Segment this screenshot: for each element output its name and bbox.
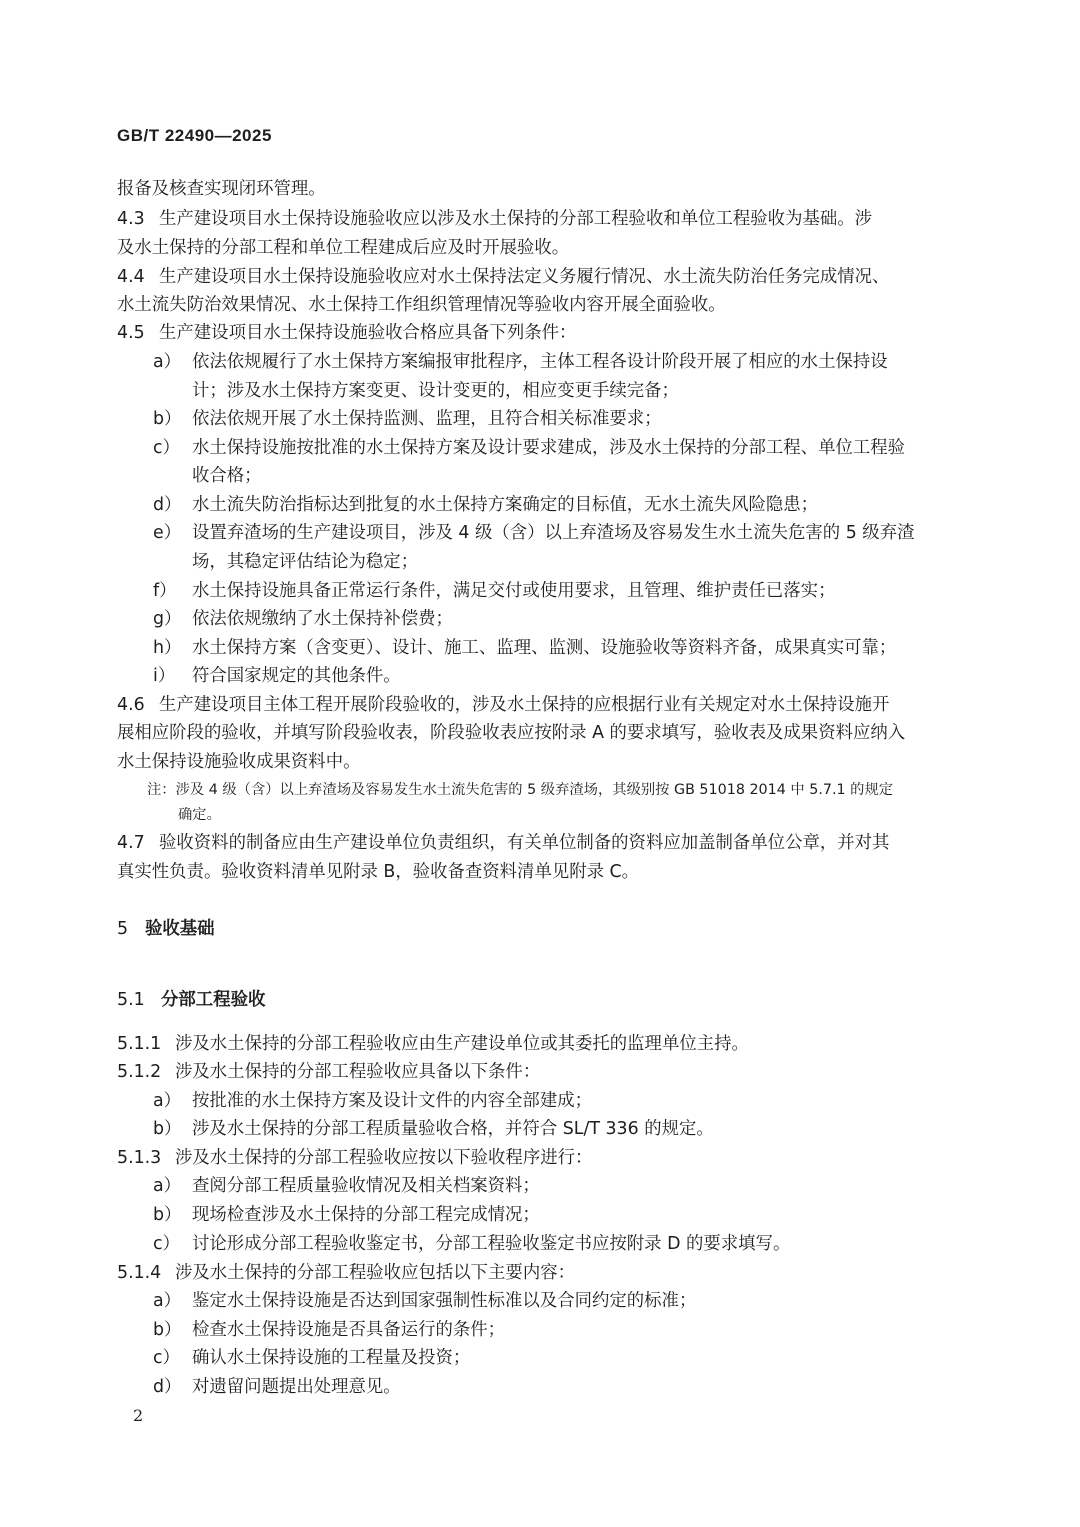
clause-number: 5.1.1: [117, 1034, 162, 1054]
list-text: 检查水土保持设施是否具备运行的条件；: [192, 1320, 506, 1340]
clause-number: 4.7: [117, 833, 145, 853]
list-item: [147, 1319, 987, 1341]
paragraph-line: 及水土保持的分部工程和单位工程建成后应及时开展验收。: [117, 238, 570, 258]
note-line: 注：涉及 4 级（含）以上弃渣场及容易发生水土流失危害的 5 级弃渣场，其级别按 GB 51018 2014 中 5.7.1 的规定: [147, 782, 894, 798]
clause-text: 生产建设项目水土保持设施验收合格应具备下列条件：: [159, 323, 577, 343]
list-label: a）: [153, 1091, 182, 1111]
list-text: 设置弃渣场的生产建设项目，涉及 4 级（含）以上弃渣场及容易发生水土流失危害的 5 级弃渣: [192, 523, 915, 543]
list-item: [147, 351, 987, 373]
clause-4-7: [117, 832, 957, 854]
clause-4-4: [117, 266, 957, 288]
clause-text: 生产建设项目主体工程开展阶段验收的，涉及水土保持的应根据行业有关规定对水土保持设施开: [159, 695, 890, 715]
list-text: 查阅分部工程质量验收情况及相关档案资料；: [192, 1176, 540, 1196]
list-label: a）: [153, 352, 182, 372]
list-label: f）: [153, 581, 177, 601]
paragraph-line: 水土流失防治效果情况、水土保持工作组织管理情况等验收内容开展全面验收。: [117, 295, 726, 315]
list-label: c）: [153, 438, 180, 458]
clause-text: 验收资料的制备应由生产建设单位负责组织，有关单位制备的资料应加盖制备单位公章，并对其: [159, 833, 890, 853]
list-item-continuation: 场，其稳定评估结论为稳定；: [192, 552, 419, 572]
section-title: 验收基础: [145, 919, 215, 939]
list-item-continuation: 收合格；: [192, 466, 262, 486]
list-label: b）: [153, 409, 182, 429]
list-text: 涉及水土保持的分部工程质量验收合格，并符合 SL/T 336 的规定。: [192, 1119, 714, 1139]
paragraph-line: 水土保持设施验收成果资料中。: [117, 752, 361, 772]
list-item: [147, 1118, 987, 1140]
list-text: 依法依规缴纳了水土保持补偿费；: [192, 609, 453, 629]
paragraph-line: 展相应阶段的验收，并填写阶段验收表，阶段验收表应按附录 A 的要求填写，验收表及成果资料应纳入: [117, 723, 906, 743]
list-text: 依法依规履行了水土保持方案编报审批程序，主体工程各设计阶段开展了相应的水土保持设: [192, 352, 888, 372]
clause-text: 涉及水土保持的分部工程验收应按以下验收程序进行：: [175, 1148, 593, 1168]
list-text: 现场检查涉及水土保持的分部工程完成情况；: [192, 1205, 540, 1225]
list-item: [147, 665, 987, 687]
list-label: c）: [153, 1348, 180, 1368]
list-item: [147, 408, 987, 430]
list-text: 依法依规开展了水土保持监测、监理，且符合相关标准要求；: [192, 409, 662, 429]
clause-5-1-3: [117, 1147, 957, 1169]
list-item: [147, 1233, 987, 1255]
list-label: b）: [153, 1119, 182, 1139]
list-item: [147, 1090, 987, 1112]
list-label: g）: [153, 609, 182, 629]
list-label: b）: [153, 1205, 182, 1225]
list-text: 对遗留问题提出处理意见。: [192, 1377, 401, 1397]
section-number: 5: [117, 919, 129, 939]
clause-number: 5.1.4: [117, 1263, 162, 1283]
clause-5-1-1: [117, 1033, 957, 1055]
clause-text: 生产建设项目水土保持设施验收应对水土保持法定义务履行情况、水土流失防治任务完成情况、: [159, 267, 890, 287]
list-text: 鉴定水土保持设施是否达到国家强制性标准以及合同约定的标准；: [192, 1291, 697, 1311]
list-label: a）: [153, 1291, 182, 1311]
list-item: [147, 1376, 987, 1398]
list-item: [147, 580, 987, 602]
standard-code: GB/T 22490—2025: [117, 126, 272, 145]
clause-4-5: [117, 322, 957, 344]
list-item: [147, 494, 987, 516]
clause-number: 4.5: [117, 323, 145, 343]
list-label: d）: [153, 495, 182, 515]
list-text: 水土保持设施按批准的水土保持方案及设计要求建成，涉及水土保持的分部工程、单位工程验: [192, 438, 906, 458]
list-text: 按批准的水土保持方案及设计文件的内容全部建成；: [192, 1091, 592, 1111]
clause-5-1-2: [117, 1061, 957, 1083]
list-label: d）: [153, 1377, 182, 1397]
section-title: 分部工程验收: [161, 990, 266, 1010]
clause-text: 生产建设项目水土保持设施验收应以涉及水土保持的分部工程验收和单位工程验收为基础。涉: [159, 209, 873, 229]
list-item: [147, 608, 987, 630]
list-label: h）: [153, 638, 182, 658]
section-5-1-heading: [117, 989, 265, 1011]
section-5-heading: [117, 918, 215, 940]
clause-4-3: [117, 208, 957, 230]
list-item: [147, 1290, 987, 1312]
list-item: [147, 522, 987, 544]
list-label: c）: [153, 1234, 180, 1254]
list-text: 水土流失防治指标达到批复的水土保持方案确定的目标值，无水土流失风险隐患；: [192, 495, 819, 515]
clause-text: 涉及水土保持的分部工程验收应包括以下主要内容：: [175, 1263, 575, 1283]
clause-number: 5.1.3: [117, 1148, 162, 1168]
clause-number: 4.4: [117, 267, 145, 287]
list-label: e）: [153, 523, 182, 543]
list-item: [147, 1175, 987, 1197]
list-text: 水土保持设施具备正常运行条件，满足交付或使用要求，且管理、维护责任已落实；: [192, 581, 836, 601]
clause-number: 5.1.2: [117, 1062, 162, 1082]
paragraph-line: 报备及核查实现闭环管理。: [117, 179, 326, 199]
list-item-continuation: 计；涉及水土保持方案变更、设计变更的，相应变更手续完备；: [192, 381, 679, 401]
list-item: [147, 1347, 987, 1369]
list-label: i）: [153, 666, 176, 686]
list-text: 符合国家规定的其他条件。: [192, 666, 401, 686]
clause-text: 涉及水土保持的分部工程验收应具备以下条件：: [175, 1062, 541, 1082]
paragraph-line: 真实性负责。验收资料清单见附录 B，验收备查资料清单见附录 C。: [117, 862, 640, 882]
note-line: 确定。: [178, 807, 221, 823]
list-text: 讨论形成分部工程验收鉴定书，分部工程验收鉴定书应按附录 D 的要求填写。: [192, 1234, 791, 1254]
clause-text: 涉及水土保持的分部工程验收应由生产建设单位或其委托的监理单位主持。: [175, 1034, 749, 1054]
section-number: 5.1: [117, 990, 145, 1010]
list-item: [147, 437, 987, 459]
clause-4-6: [117, 694, 957, 716]
list-text: 确认水土保持设施的工程量及投资；: [192, 1348, 471, 1368]
list-item: [147, 1204, 987, 1226]
list-label: b）: [153, 1320, 182, 1340]
list-item: [147, 637, 987, 659]
page-number: 2: [133, 1406, 144, 1425]
clause-number: 4.3: [117, 209, 145, 229]
clause-5-1-4: [117, 1262, 957, 1284]
list-label: a）: [153, 1176, 182, 1196]
list-text: 水土保持方案（含变更）、设计、施工、监理、监测、设施验收等资料齐备，成果真实可靠；: [192, 638, 897, 658]
clause-number: 4.6: [117, 695, 145, 715]
